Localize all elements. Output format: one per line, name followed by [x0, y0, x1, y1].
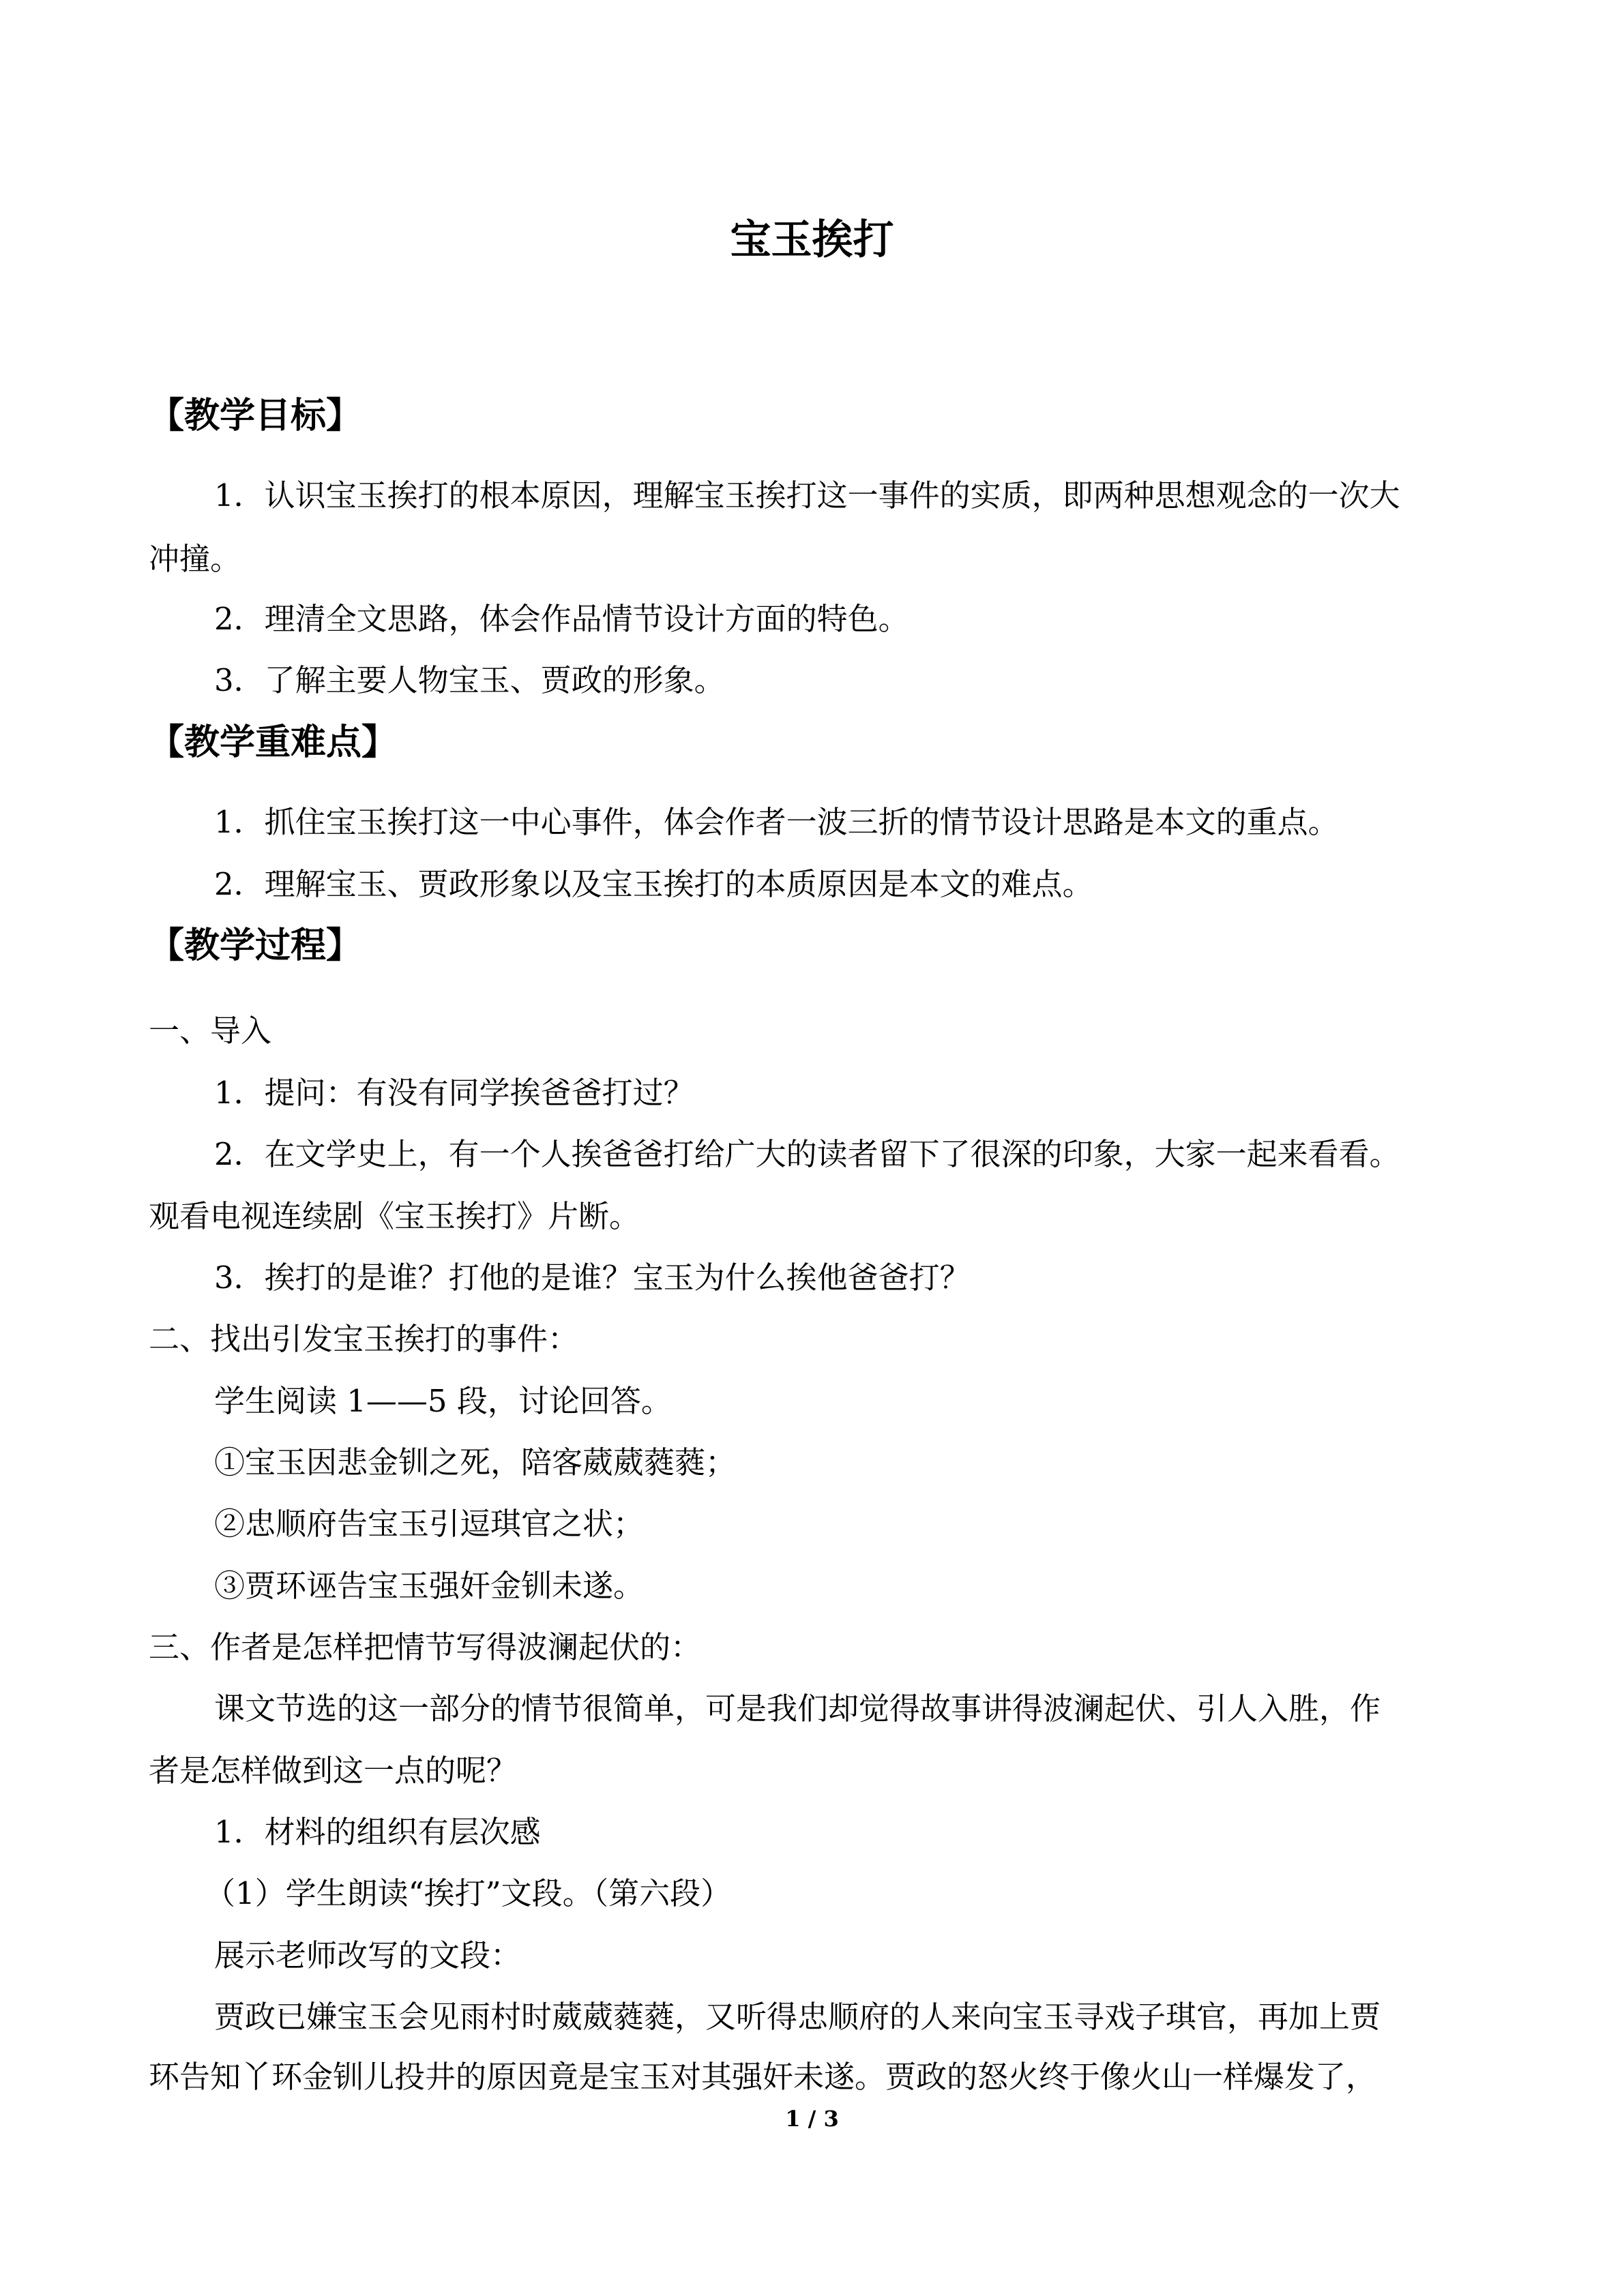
process-line: （1）学生朗读“挨打”文段。（第六段）	[205, 1875, 732, 1911]
objective-item: 3．了解主要人物宝玉、贾政的形象。	[214, 662, 725, 698]
section-heading-objectives: 【教学目标】	[149, 396, 362, 436]
process-line: 3．挨打的是谁？打他的是谁？宝玉为什么挨他爸爸打？	[214, 1259, 971, 1296]
process-line: ①宝玉因悲金钏之死，陪客葳葳蕤蕤；	[214, 1444, 737, 1480]
process-line: 1．材料的组织有层次感	[214, 1814, 541, 1850]
process-line: ②忠顺府告宝玉引逗琪官之状；	[214, 1506, 645, 1542]
process-line: 贾政已嫌宝玉会见雨村时葳葳蕤蕤，又听得忠顺府的人来向宝玉寻戏子琪官，再加上贾	[214, 1999, 1381, 2035]
process-line: 者是怎样做到这一点的呢？	[149, 1753, 518, 1789]
process-line: 三、作者是怎样把情节写得波澜起伏的：	[149, 1629, 702, 1665]
section-heading-process: 【教学过程】	[149, 925, 362, 966]
process-line: 学生阅读 1——5 段，讨论回答。	[214, 1383, 672, 1419]
section-heading-key-points: 【教学重难点】	[149, 722, 398, 763]
key-point-item: 2．理解宝玉、贾政形象以及宝玉挨打的本质原因是本文的难点。	[214, 866, 1093, 902]
document-title: 宝玉挨打	[730, 216, 894, 264]
process-line: 环告知丫环金钏儿投井的原因竟是宝玉对其强奸未遂。贾政的怒火终于像火山一样爆发了，	[149, 2059, 1377, 2095]
process-line: 一、导入	[149, 1013, 272, 1049]
page-number: 1 / 3	[785, 2106, 839, 2132]
process-line: 展示老师改写的文段：	[214, 1937, 522, 1973]
process-line: 1．提问：有没有同学挨爸爸打过？	[214, 1075, 694, 1111]
process-line: 二、找出引发宝玉挨打的事件：	[149, 1321, 579, 1357]
objective-item: 1．认识宝玉挨打的根本原因，理解宝玉挨打这一事件的实质，即两种思想观念的一次大	[214, 477, 1400, 513]
process-line: 观看电视连续剧《宝玉挨打》片断。	[149, 1198, 640, 1234]
process-line: 2．在文学史上，有一个人挨爸爸打给广大的读者留下了很深的印象，大家一起来看看。	[214, 1136, 1400, 1172]
process-line: ③贾环诬告宝玉强奸金钏未遂。	[214, 1568, 645, 1604]
key-point-item: 1．抓住宝玉挨打这一中心事件，体会作者一波三折的情节设计思路是本文的重点。	[214, 804, 1339, 840]
objective-item: 2．理清全文思路，体会作品情节设计方面的特色。	[214, 601, 909, 637]
process-line: 课文节选的这一部分的情节很简单，可是我们却觉得故事讲得波澜起伏、引人入胜，作	[214, 1690, 1381, 1727]
objective-item: 冲撞。	[149, 541, 241, 577]
